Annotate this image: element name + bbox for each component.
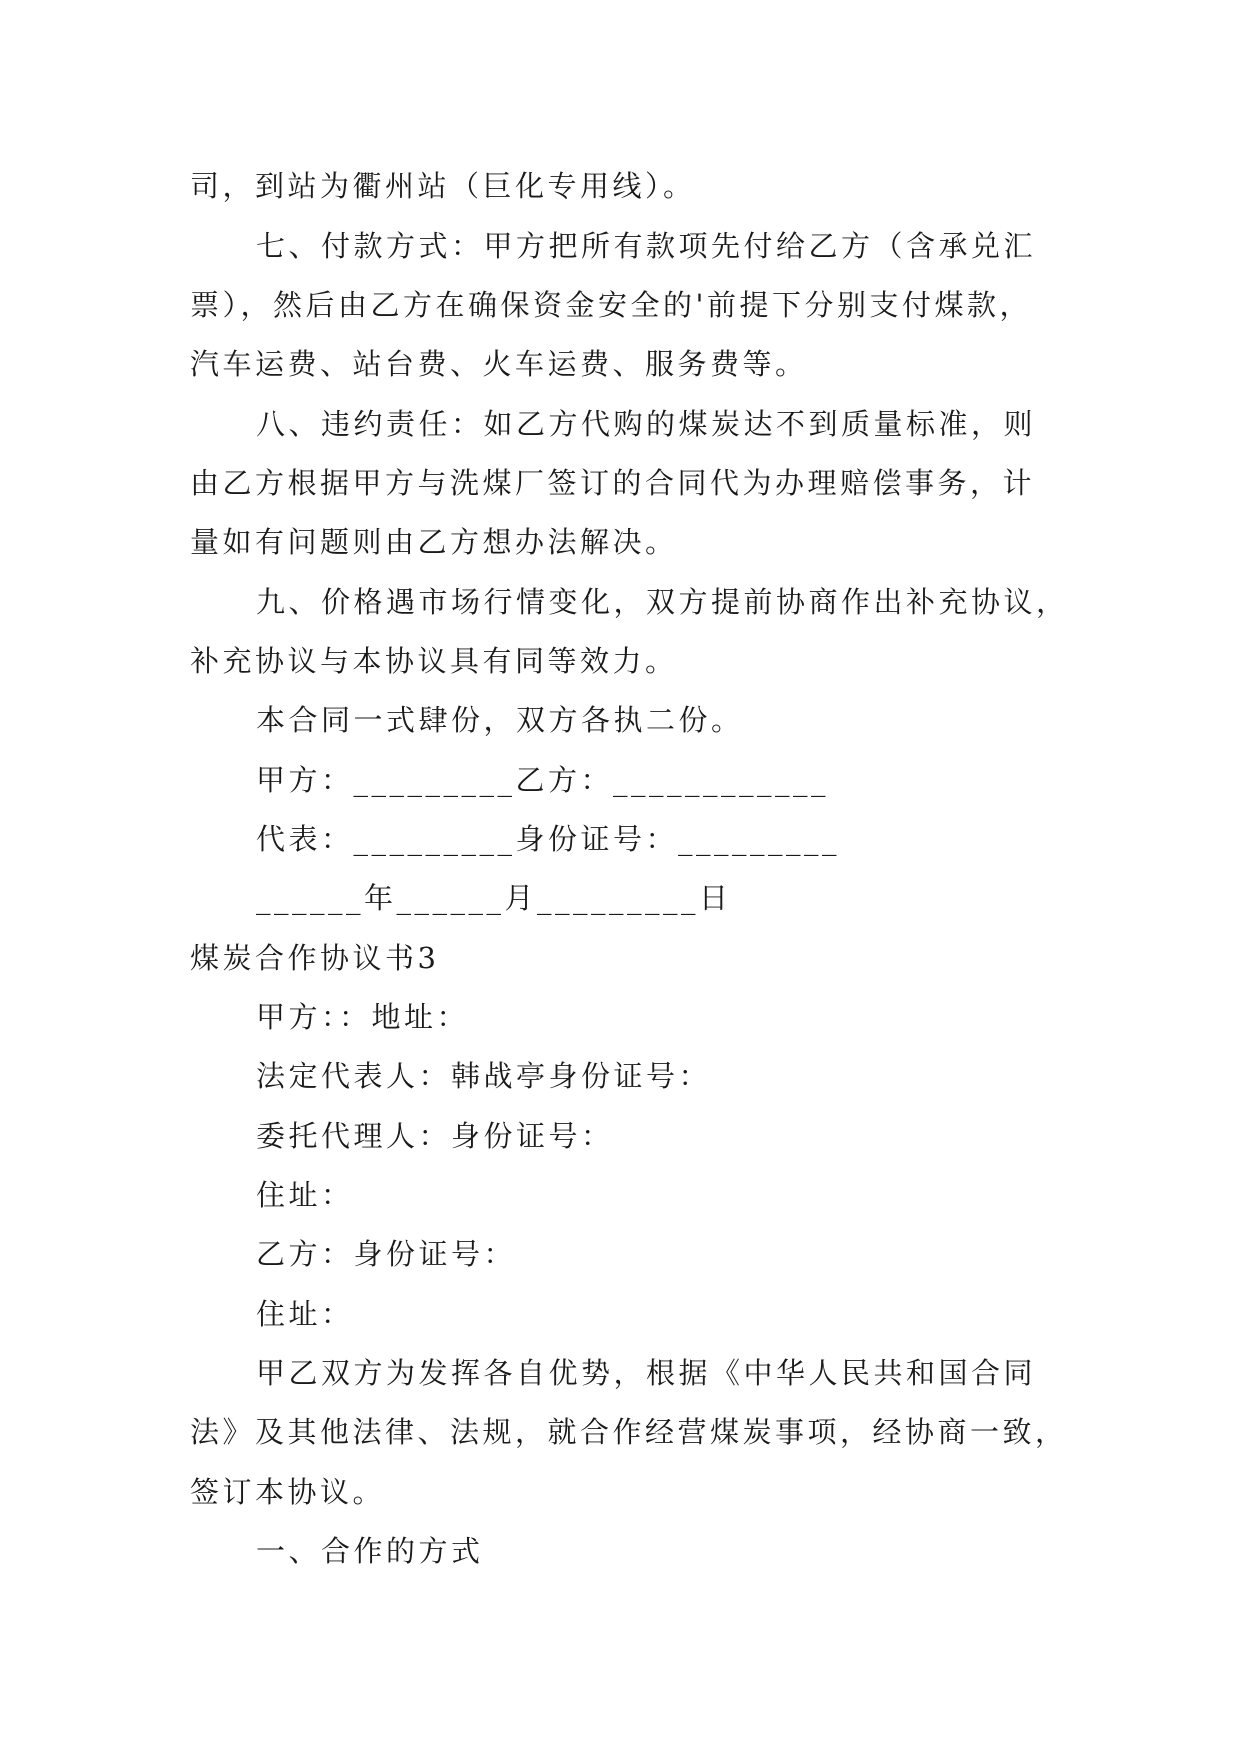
text-line: 司，到站为衢州站（巨化专用线）。: [190, 169, 696, 203]
text-line: 委托代理人：身份证号：: [256, 1119, 614, 1153]
text-line: 住址：: [256, 1178, 354, 1212]
text-line: 乙方：身份证号：: [256, 1237, 517, 1271]
text-line: 签订本协议。: [190, 1475, 386, 1509]
text-line: 补充协议与本协议具有同等效力。: [190, 644, 678, 678]
text-line: 八、违约责任：如乙方代购的煤炭达不到质量标准，则: [256, 407, 1037, 441]
date-line: ______年______月_________日: [256, 881, 732, 915]
text-line: 七、付款方式：甲方把所有款项先付给乙方（含承兑汇: [256, 229, 1037, 263]
text-line: 法》及其他法律、法规，就合作经营煤炭事项，经协商一致，: [190, 1415, 1068, 1449]
text-line: 九、价格遇市场行情变化，双方提前协商作出补充协议，: [256, 585, 1069, 619]
text-line: 由乙方根据甲方与洗煤厂签订的合同代为办理赔偿事务，计: [190, 466, 1036, 500]
signature-line-representative: 代表：_________身份证号：_________: [256, 822, 841, 856]
text-line: 本合同一式肆份，双方各执二份。: [256, 703, 744, 737]
text-line: 票），然后由乙方在确保资金安全的'前提下分别支付煤款，: [190, 288, 1032, 322]
text-line: 甲方：：地址：: [256, 1000, 470, 1034]
text-line: 汽车运费、站台费、火车运费、服务费等。: [190, 347, 808, 381]
text-line: 甲乙双方为发挥各自优势，根据《中华人民共和国合同: [256, 1356, 1037, 1390]
section-title: 煤炭合作协议书3: [190, 941, 440, 975]
text-line: 法定代表人：韩战亭身份证号：: [256, 1059, 712, 1093]
text-line: 量如有问题则由乙方想办法解决。: [190, 525, 678, 559]
text-line: 住址：: [256, 1297, 354, 1331]
signature-line-parties: 甲方：_________乙方：____________: [256, 763, 830, 797]
section-heading: 一、合作的方式: [256, 1534, 484, 1568]
